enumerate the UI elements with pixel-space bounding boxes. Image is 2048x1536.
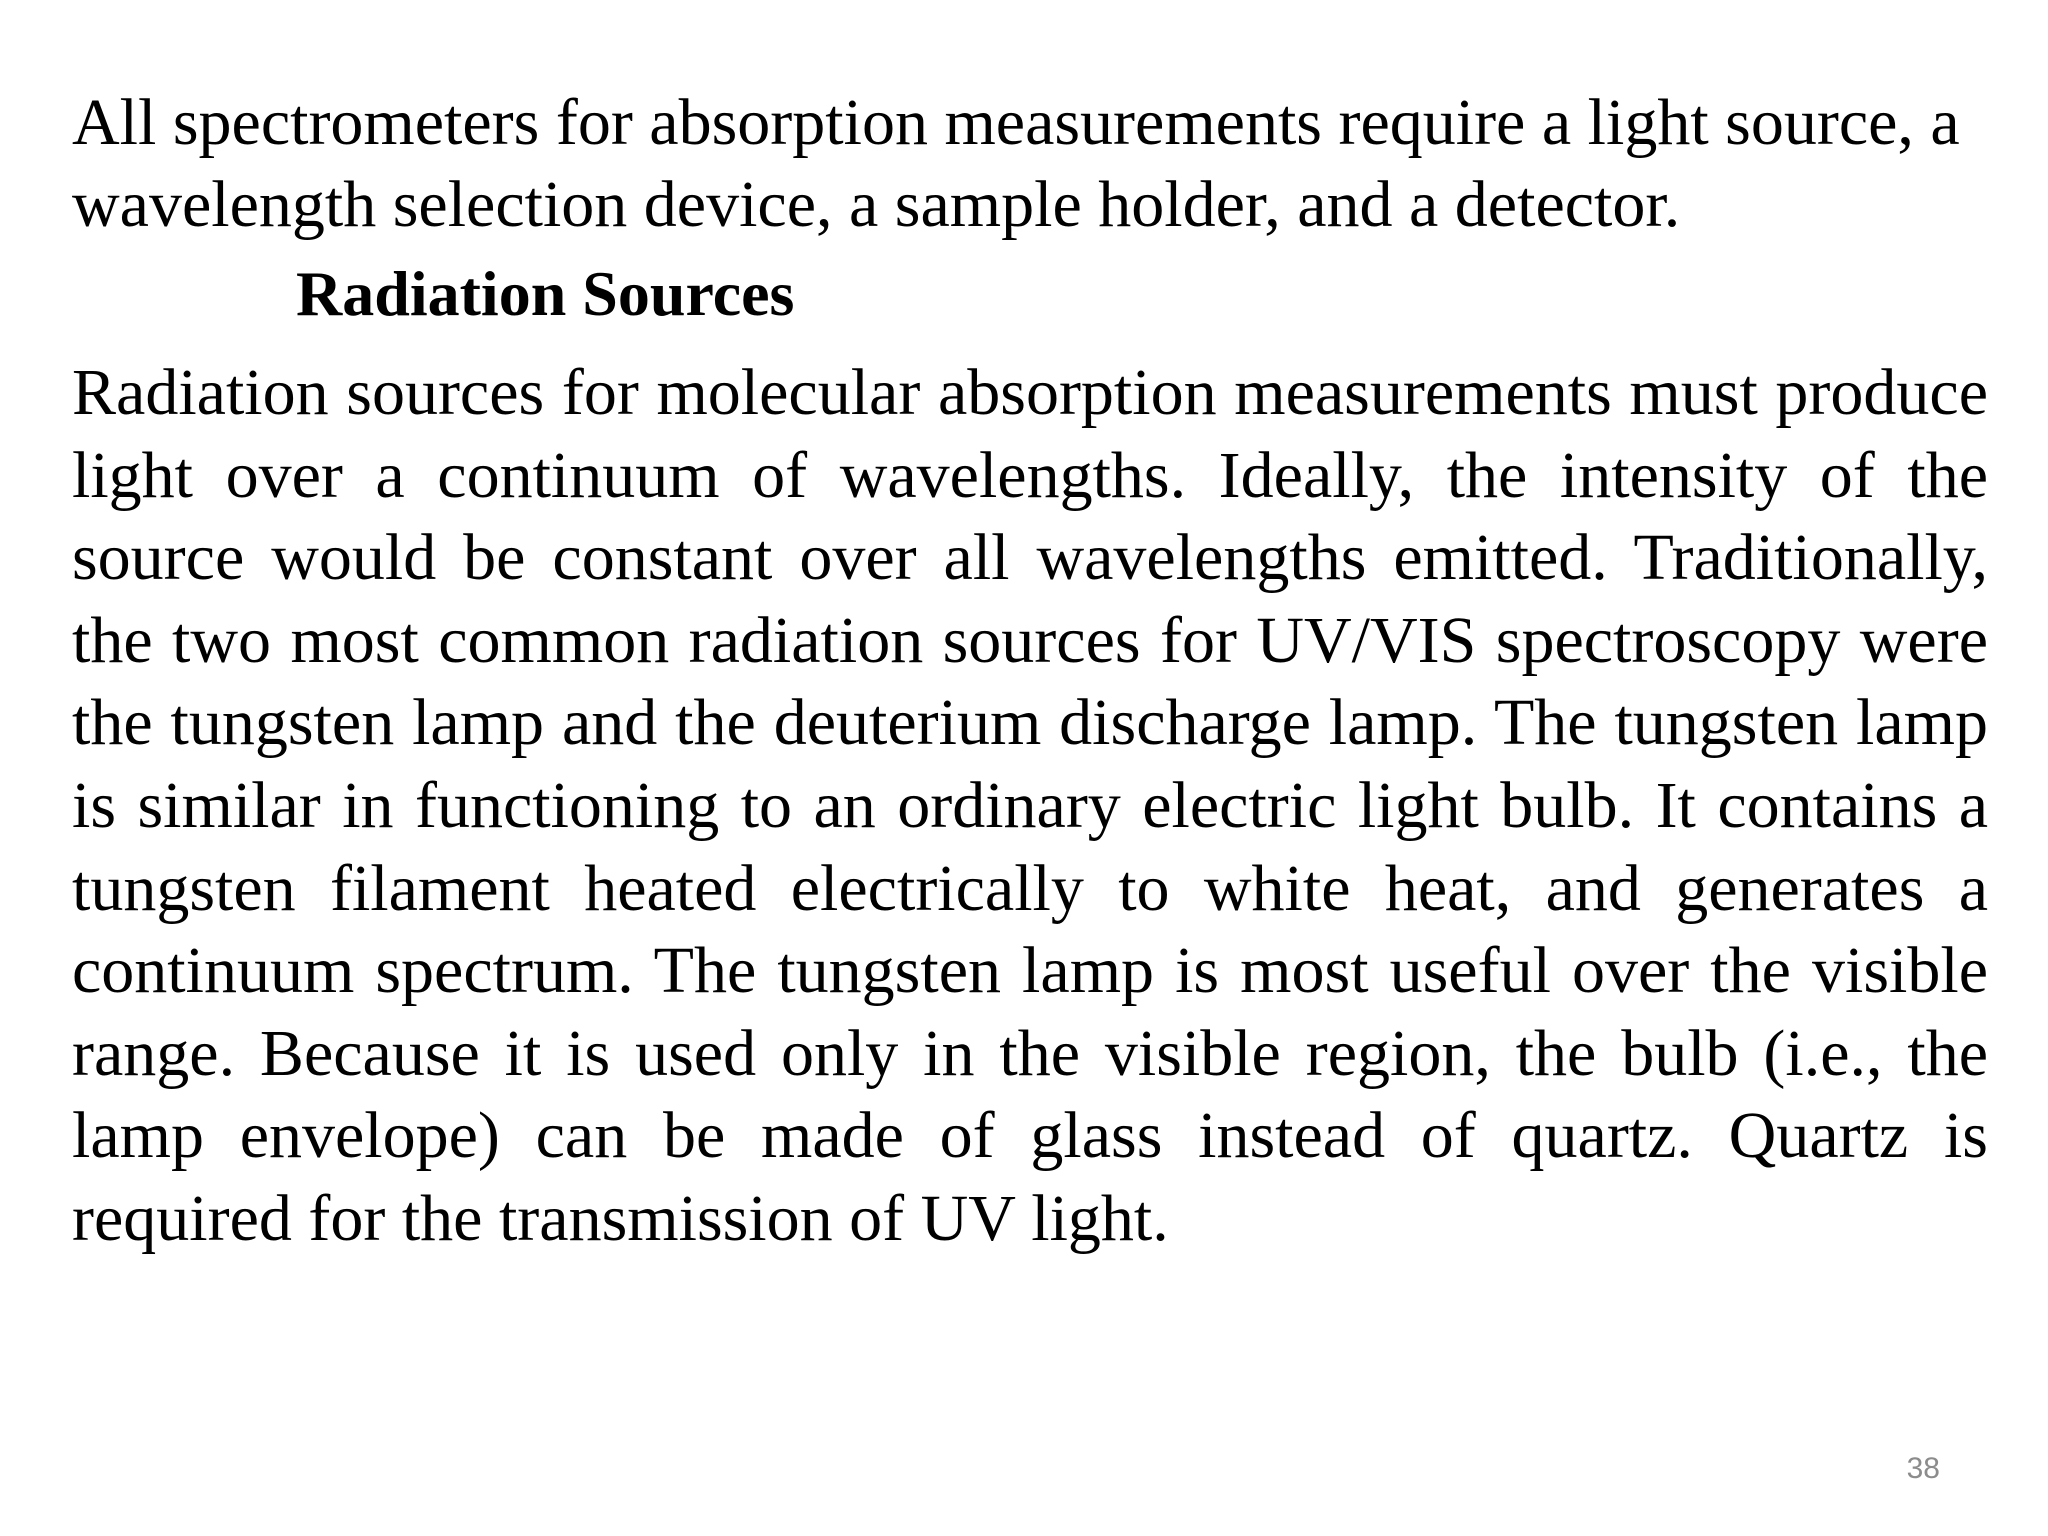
section-heading: Radiation Sources	[296, 258, 795, 329]
page-number: 38	[1906, 1452, 1940, 1485]
slide-content	[72, 82, 1988, 1261]
intro-paragraph: All spectrometers for absorption measurements require a light source, a wavelength selection device, a sample holder, and a detector.	[72, 86, 1960, 241]
body-paragraph: Radiation sources for molecular absorption measurements must produce light over a continuum of wavelengths. Ideally, the intensity of the source would be constant over all wavelengths emitted. Traditionally, the two most common radiation sources for UV/VIS spectroscopy were the tungsten lamp and the deuterium discharge lamp. The tungsten lamp is similar in functioning to an ordinary electric light bulb. It contains a tungsten filament heated electrically to white heat, and generates a continuum spectrum. The tungsten lamp is most useful over the visible range. Because it is used only in the visible region, the bulb (i.e., the lamp envelope) can be made of glass instead of quartz. Quartz is required for the transmission of UV light.	[72, 356, 1988, 1255]
